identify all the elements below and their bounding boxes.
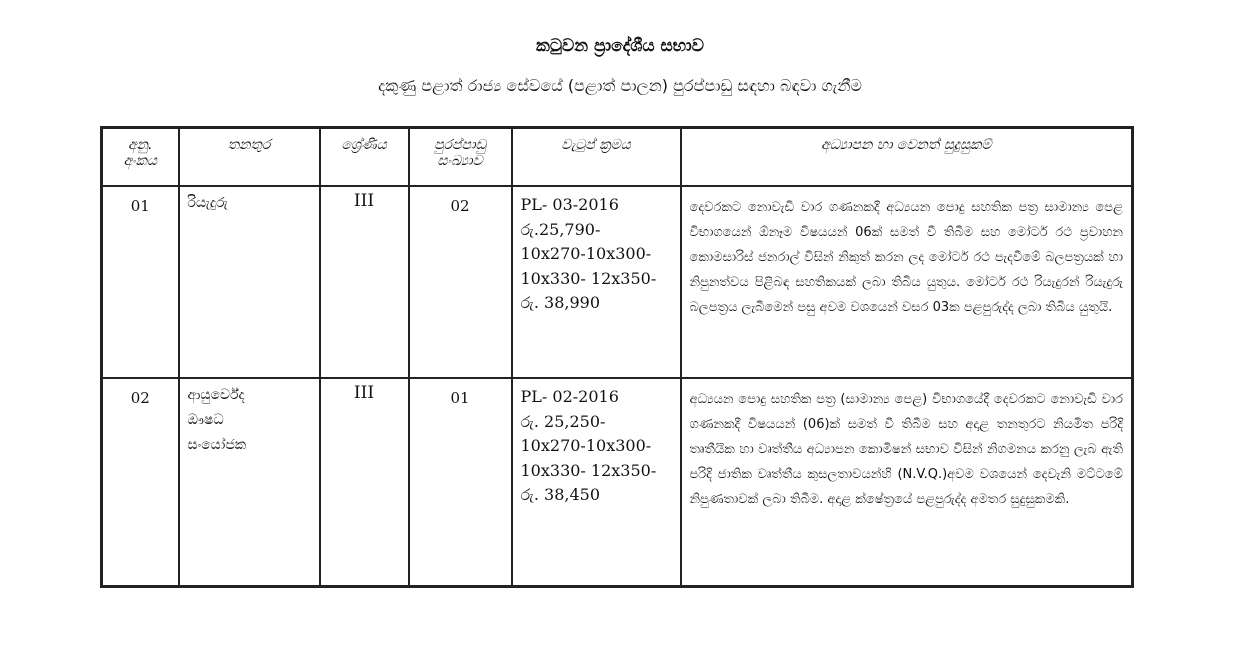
header-post: තනතුර bbox=[179, 128, 320, 187]
header-grade: ශ්‍රේණිය bbox=[320, 128, 409, 187]
salary-increments-2: 10x330- 12x350- bbox=[520, 460, 657, 480]
cell-serial-number: 02 bbox=[102, 378, 179, 586]
document-subtitle: දකුණු පළාත් රාජ්‍ය සේවයේ (පළාත් පාලන) පුරප්පාඩු සඳහා බඳවා ගැනීම bbox=[378, 76, 862, 95]
cell-vacancies: 02 bbox=[409, 186, 512, 378]
cell-post: රියැදුරු bbox=[179, 186, 320, 378]
salary-increments-1: 10x270-10x300- bbox=[520, 244, 652, 263]
salary-max: රු. 38,450 bbox=[520, 485, 601, 504]
header-serial-number-line2: අංකය bbox=[123, 153, 158, 169]
cell-salary-scale bbox=[512, 378, 681, 586]
cell-qualifications: අධ්‍යයන පොදු සහතික පත්‍ර (සාමාන්‍ය පෙළ) විභාගයේදී දෙවරකට නොවැඩි වාර ගණනකදී විෂයයන් (06)ක් සමත් වී තිබීම සහ අදාළ තනතුරට නියමිත පරිදි තෘතීයික හා වෘත්තීය අධ්‍යාපන කොමිෂන් සභාව විසින් නිගමනය කරනු ලැබ ඇති පරිදි ජාතික වෘත්තීය කුසලතාවයන්හි (N.V.Q.)අවම වශයෙන් දෙවැනි මට්ටමේ නිපුණතාවක් ලබා තිබීම. අදාළ ක්ෂේත්‍රයේ පළපුරුද්ද අමතර සුදුසුකමකි. bbox=[681, 378, 1133, 586]
post-line: ඖෂධ bbox=[187, 412, 224, 428]
table-row bbox=[102, 378, 1133, 586]
header-vacancies-line2: සංඛ්‍යාව bbox=[437, 153, 483, 169]
post-line: සංයෝජක bbox=[187, 437, 247, 453]
cell-grade: III bbox=[320, 378, 409, 586]
salary-code: PL- 02-2016 bbox=[520, 387, 619, 406]
table-row bbox=[102, 186, 1133, 378]
cell-salary-scale bbox=[512, 186, 681, 378]
salary-start: රු.25,790- bbox=[520, 219, 601, 239]
cell-qualifications: දෙවරකට නොවැඩි වාර ගණනකදී අධ්‍යයන පොදු සහතික පත්‍ර සාමාන්‍ය පෙළ විභාගයෙන් ඕනෑම විෂයයන් 06ක් සමත් වී තිබීම සහ මෝටර් රථ ප්‍රවාහන කොමසාරිස් ජනරාල් විසින් නිකුත් කරන ලද මෝටර් රථ පැදවීමේ බලපත්‍රයක් හා නිපුනත්වය පිළිබඳ සහතිකයක් ලබා තිබිය යුතුය. මෝටර් රථ රියැදුරන් රියැදුරු බලපත්‍රය ලැබීමෙන් පසු අවම වශයෙන් වසර 03ක පළපුරුද්ද ලබා තිබිය යුතුයි. bbox=[681, 186, 1133, 378]
cell-grade: III bbox=[320, 186, 409, 378]
header-qualifications: අධ්‍යාපන හා වෙනත් සුදුසුකම් bbox=[681, 128, 1133, 187]
document-title: කටුවන ප්‍රාදේශීය සභාව bbox=[536, 36, 704, 56]
salary-code: PL- 03-2016 bbox=[520, 195, 619, 214]
header-vacancies bbox=[409, 128, 512, 187]
salary-increments-2: 10x330- 12x350- bbox=[520, 268, 657, 288]
cell-post bbox=[179, 378, 320, 586]
salary-start: රු. 25,250- bbox=[520, 411, 606, 431]
header-salary-scale: වැටුප් ක්‍රමය bbox=[512, 128, 681, 187]
header-serial-number bbox=[102, 128, 179, 187]
vacancy-table bbox=[100, 126, 1134, 588]
header-vacancies-line1: පුරප්පාඩු bbox=[434, 137, 486, 153]
post-line: ආයුර්වේද bbox=[187, 387, 245, 403]
salary-max: රු. 38,990 bbox=[520, 293, 601, 312]
header-serial-number-line1: අනු. bbox=[128, 137, 153, 153]
table-header-row bbox=[102, 128, 1133, 187]
cell-serial-number: 01 bbox=[102, 186, 179, 378]
salary-increments-1: 10x270-10x300- bbox=[520, 436, 652, 455]
cell-vacancies: 01 bbox=[409, 378, 512, 586]
